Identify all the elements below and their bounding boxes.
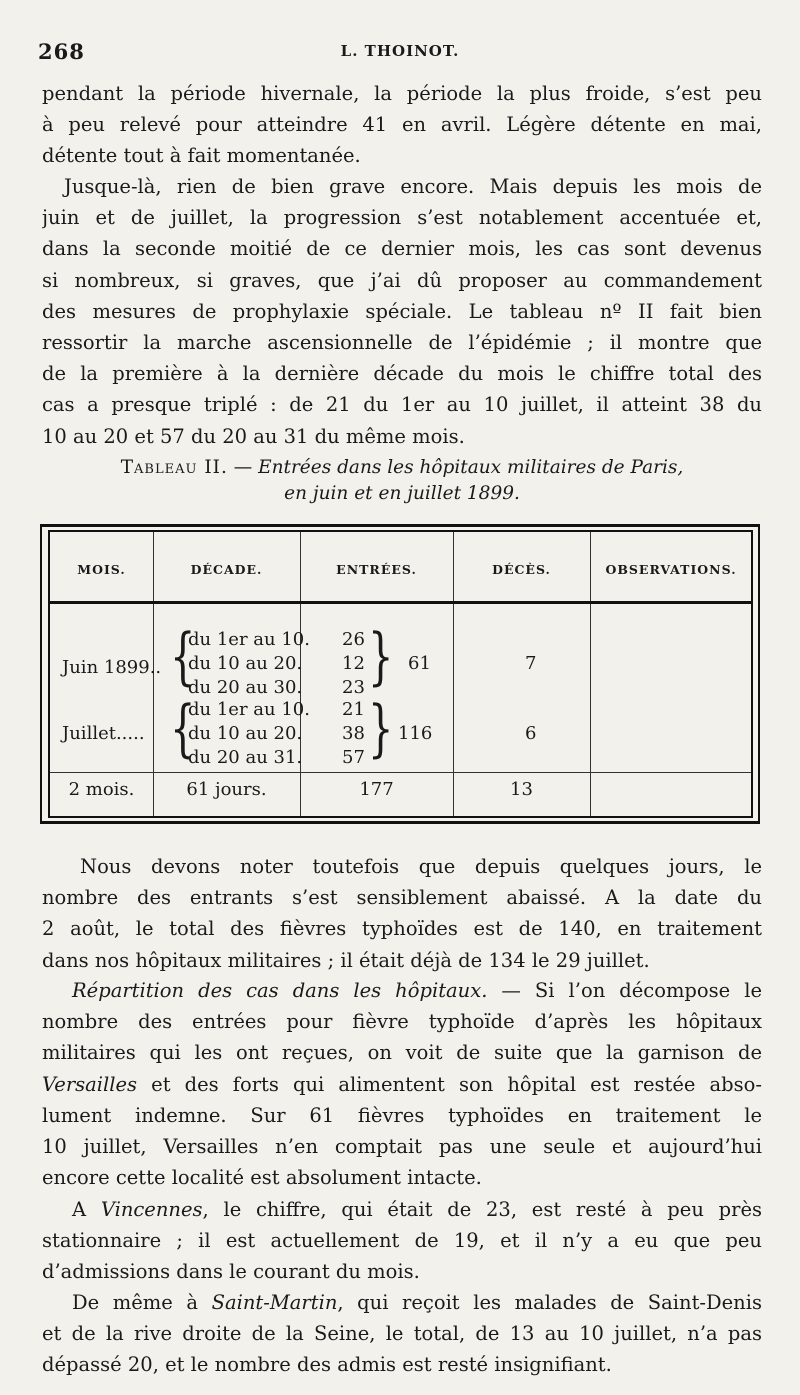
paragraph-3: [42, 851, 762, 976]
page-number: 268: [38, 38, 85, 64]
place-vincennes: Vincennes: [100, 1198, 203, 1221]
text-span: , le chiffre, qui était de 23, est resté à peu près: [202, 1198, 762, 1221]
brace-icon: }: [368, 621, 394, 693]
header-entrees: ENTRÉES.: [336, 562, 417, 577]
header-decade: DÉCADE.: [190, 562, 263, 577]
text-line: 10 juillet, Versailles n’en comptait pas une seule et aujourd’hui: [42, 1134, 762, 1158]
total-mois: 2 mois.: [68, 779, 135, 800]
caption-line-1: [92, 455, 712, 481]
text-span: — Si l’on décompose le: [487, 979, 762, 1002]
total-deces: 13: [510, 779, 533, 800]
text-line: 2 août, le total des fièvres typhoïdes est de 140, en traitement: [42, 917, 762, 941]
entrees-cell: 21: [342, 699, 365, 720]
text-line: lument indemne. Sur 61 fièvres typhoïdes en traitement le: [42, 1103, 762, 1127]
text-line: dans nos hôpitaux militaires ; il était déjà de 134 le 29 juillet.: [42, 948, 650, 972]
text-line: si nombreux, si graves, que j’ai dû proposer au commandement: [42, 268, 762, 292]
text-line: 10 au 20 et 57 du 20 au 31 du même mois.: [42, 424, 465, 448]
deces-cell: 7: [525, 653, 537, 674]
entrees-total: 61: [408, 653, 431, 674]
caption-dash: —: [233, 457, 253, 478]
entrees-cell: 26: [342, 629, 365, 650]
text-line: Jusque-là, rien de bien grave encore. Mais depuis les mois de: [64, 175, 762, 198]
header-mois: MOIS.: [77, 562, 126, 577]
text-line: nombre des entrées pour fièvre typhoïde d’après les hôpitaux: [42, 1010, 762, 1034]
text-span: , qui reçoit les malades de Saint-Denis: [337, 1291, 762, 1314]
entrees-cell: 23: [342, 677, 365, 698]
caption-title-2: en juin et en juillet 1899.: [284, 483, 520, 504]
paragraph-5: [42, 1194, 762, 1288]
paragraph-6: [42, 1287, 762, 1381]
decade-cell: du 1er au 10.: [188, 629, 310, 650]
decade-cell: du 10 au 20.: [188, 653, 303, 674]
place-versailles: Versailles: [42, 1072, 138, 1096]
text-line: pendant la période hivernale, la période la plus froide, s’est peu: [42, 82, 762, 105]
text-line: ressortir la marche ascensionnelle de l’épidémie ; il montre que: [42, 330, 762, 354]
decade-cell: du 1er au 10.: [188, 699, 310, 720]
row-mois-juin: Juin 1899..: [62, 657, 162, 678]
paragraph-1: [42, 78, 762, 172]
data-table: [48, 530, 753, 818]
text-span: A: [72, 1198, 101, 1221]
total-entrees: 177: [359, 779, 394, 800]
total-decade: 61 jours.: [186, 779, 267, 800]
caption-label: Tableau II.: [120, 457, 228, 478]
entrees-cell: 57: [342, 747, 365, 768]
decade-cell: du 20 au 31.: [188, 747, 303, 768]
text-line: dépassé 20, et le nombre des admis est resté insignifiant.: [42, 1353, 612, 1377]
caption-title-1: Entrées dans les hôpitaux militaires de Paris,: [258, 457, 684, 478]
brace-icon: {: [170, 621, 196, 693]
decade-cell: du 20 au 30.: [188, 677, 303, 698]
text-line: Nous devons noter toutefois que depuis quelques jours, le: [80, 855, 762, 878]
place-saint-martin: Saint-Martin: [211, 1291, 338, 1314]
text-span: De même à: [72, 1291, 212, 1314]
text-line: détente tout à fait momentanée.: [42, 144, 361, 168]
text-line: militaires qui les ont reçues, on voit de suite que la garnison de: [42, 1041, 762, 1065]
text-line: juin et de juillet, la progression s’est notablement accentuée et,: [42, 206, 762, 230]
text-line: [42, 975, 762, 1006]
text-line: cas a presque triplé : de 21 du 1er au 10 juillet, il atteint 38 du: [42, 393, 762, 417]
paragraph-2: [42, 171, 762, 452]
text-line: nombre des entrants s’est sensiblement abaissé. A la date du: [42, 886, 762, 910]
deces-cell: 6: [525, 723, 537, 744]
text-line: d’admissions dans le courant du mois.: [42, 1260, 420, 1284]
running-title: L. THOINOT.: [340, 42, 460, 60]
entrees-cell: 12: [342, 653, 365, 674]
paragraph-4: [42, 975, 762, 1193]
table-caption: [92, 455, 712, 507]
text-span: et des forts qui alimentent son hôpital est restée abso-: [151, 1072, 762, 1096]
text-line: encore cette localité est absolument intacte.: [42, 1166, 482, 1190]
brace-icon: }: [368, 693, 394, 765]
page-header: [38, 36, 762, 66]
text-line: et de la rive droite de la Seine, le total, de 13 au 10 juillet, n’a pas: [42, 1322, 762, 1346]
text-line: [42, 1194, 762, 1225]
header-observations: OBSERVATIONS.: [605, 562, 737, 577]
header-deces: DÉCÈS.: [492, 562, 551, 577]
decade-cell: du 10 au 20.: [188, 723, 303, 744]
header-rule: [50, 601, 751, 604]
caption-line-2: [92, 481, 712, 507]
text-line: dans la seconde moitié de ce dernier mois, les cas sont devenus: [42, 237, 762, 261]
entrees-total: 116: [398, 723, 433, 744]
text-line: à peu relevé pour atteindre 41 en avril. Légère détente en mai,: [42, 113, 762, 137]
section-lead: Répartition des cas dans les hôpitaux.: [72, 979, 488, 1002]
text-line: [42, 1069, 762, 1100]
text-line: de la première à la dernière décade du mois le chiffre total des: [42, 362, 762, 386]
totals-rule: [50, 772, 751, 773]
text-line: stationnaire ; il est actuellement de 19, et il n’y a eu que peu: [42, 1229, 762, 1253]
text-line: [42, 1287, 762, 1318]
entrees-cell: 38: [342, 723, 365, 744]
brace-icon: {: [170, 693, 196, 765]
text-line: des mesures de prophylaxie spéciale. Le tableau nº II fait bien: [42, 299, 762, 323]
row-mois-juillet: Juillet.....: [62, 723, 145, 744]
